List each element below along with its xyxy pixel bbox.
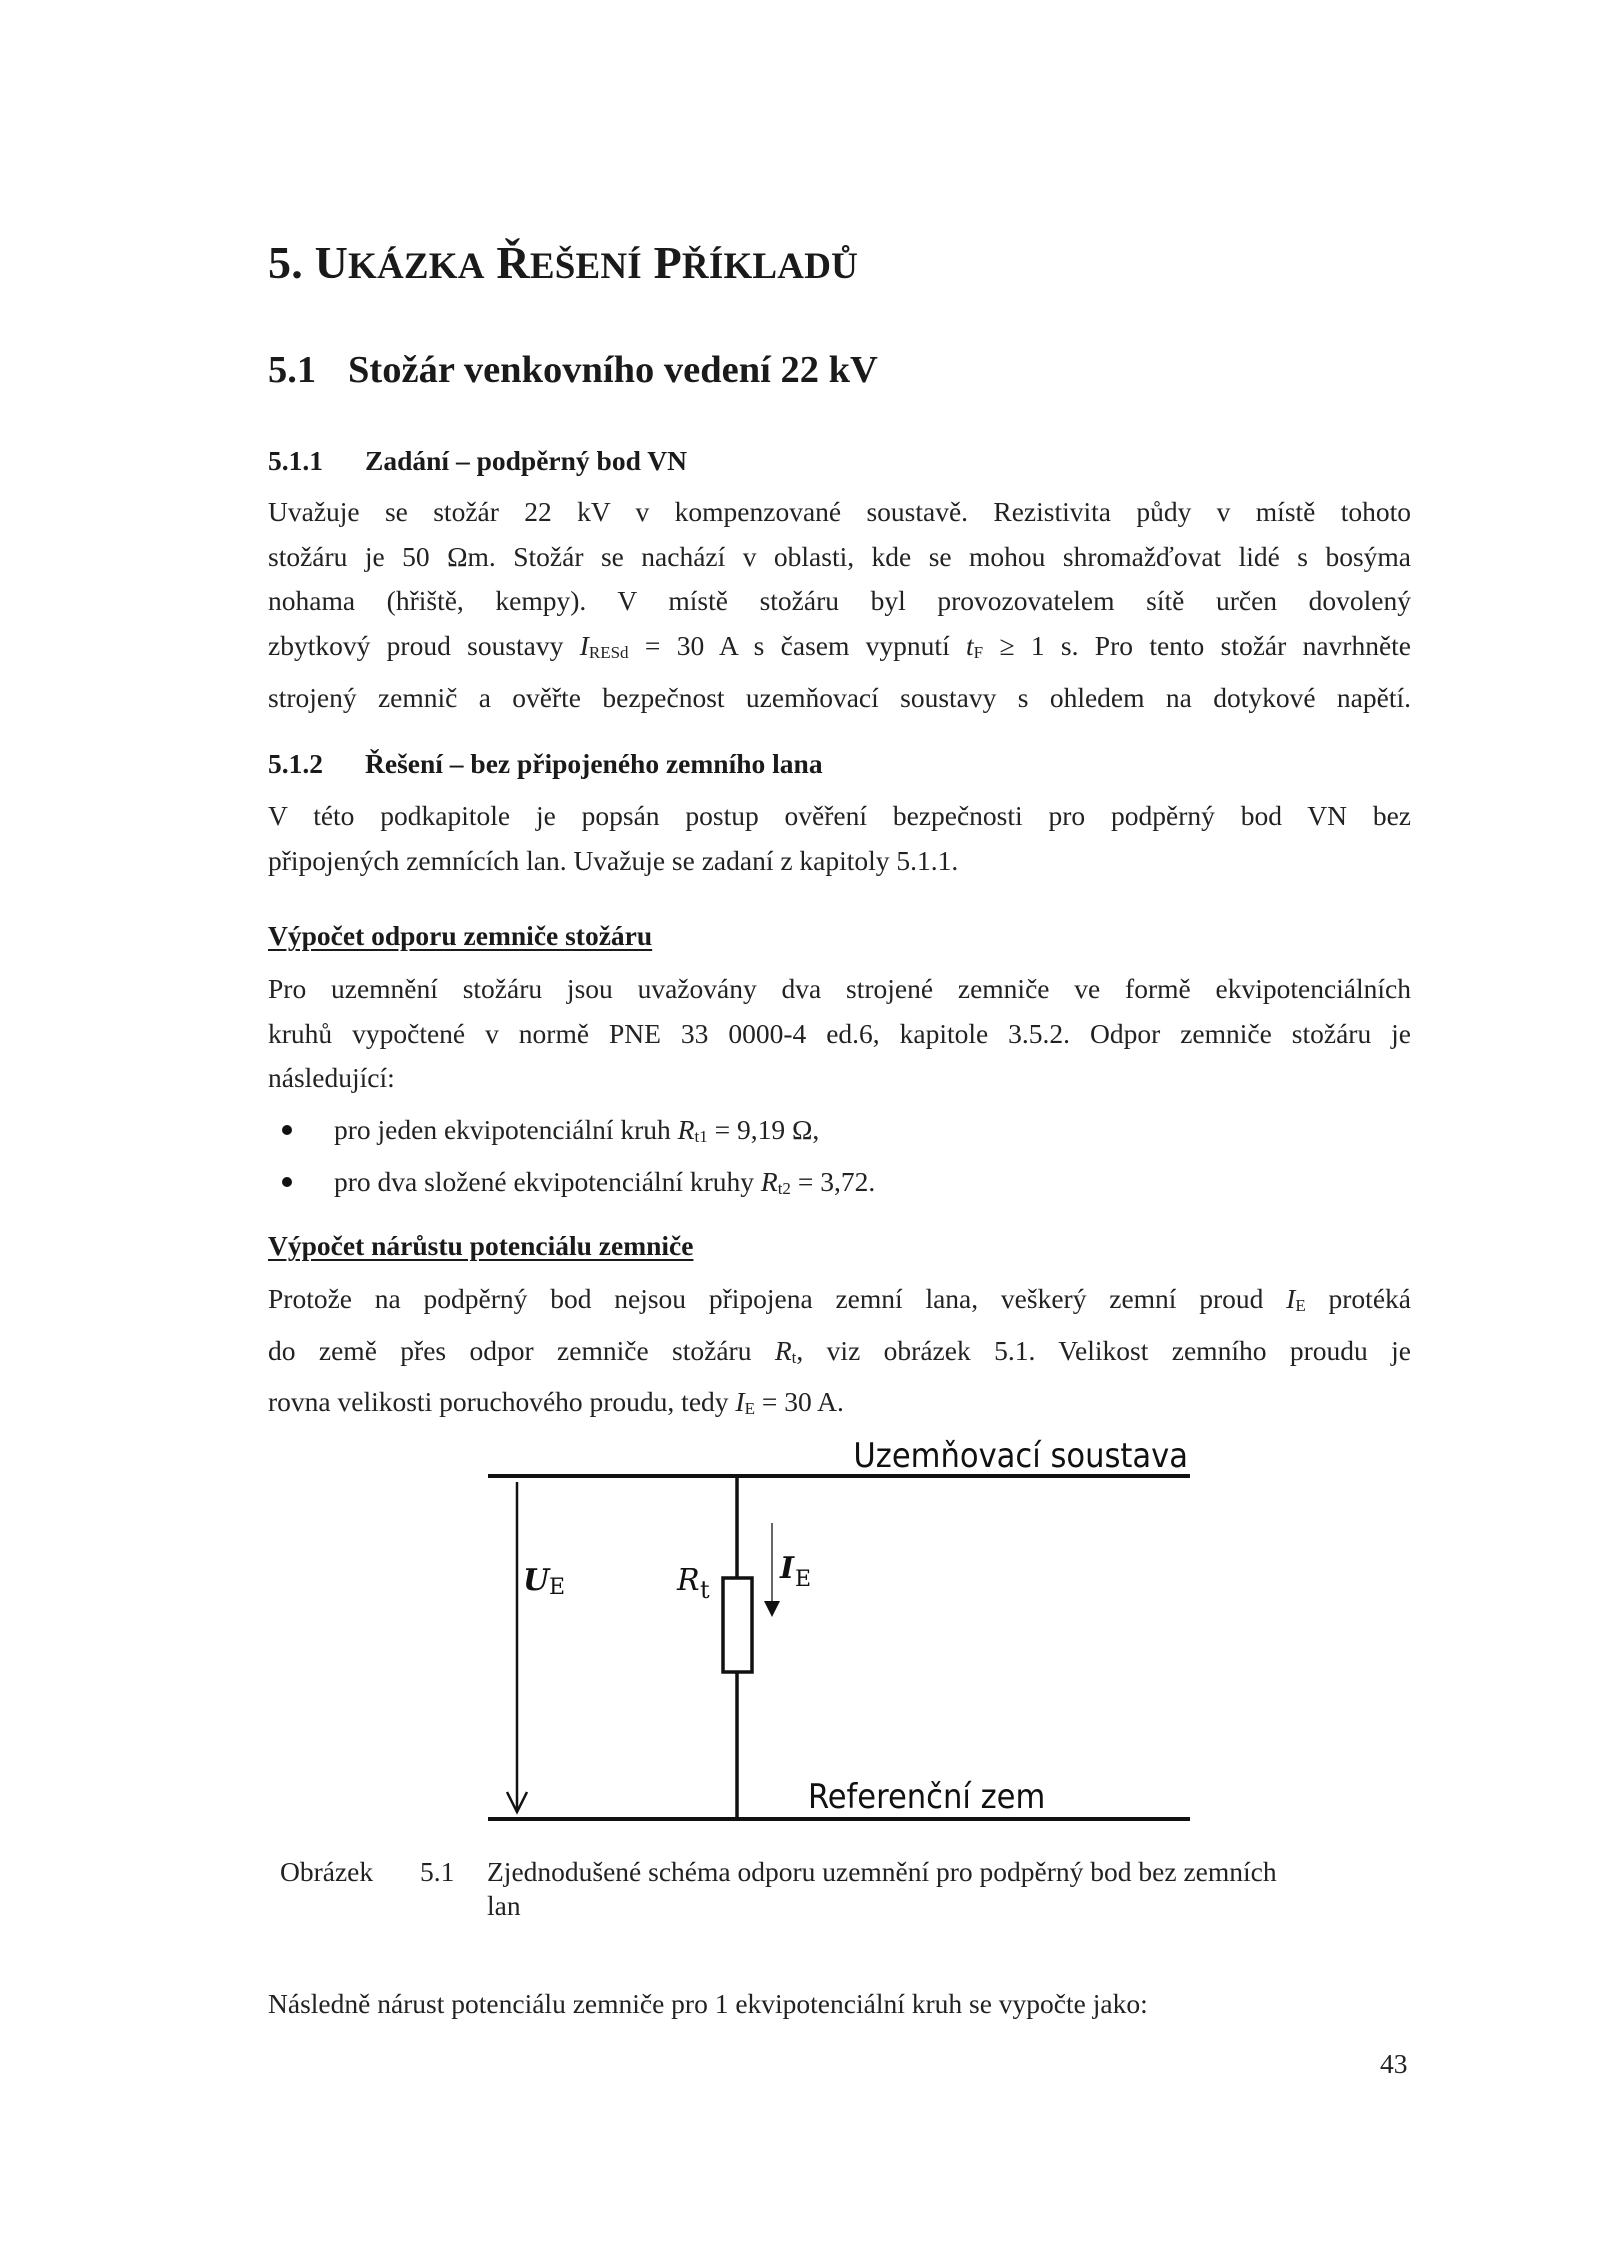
caption-text: Zjednodušené schéma odporu uzemnění pro podpěrný bod bez zemních lan xyxy=(487,1856,1277,1921)
current-subscript: E xyxy=(795,1567,812,1592)
voltage-symbol: U xyxy=(523,1563,550,1598)
resistance-calc-paragraph: Pro uzemnění stožáru jsou uvažovány dva strojené zemniče ve formě ekvipotenciálních kruhů vypočtené v normě PNE 33 0000-4 ed.6, kapitole 3.5.2. Odpor zemniče stožáru je následující: xyxy=(268,973,1411,1094)
resistor-subscript: t xyxy=(700,1576,710,1604)
reference-earth-label: Referenční zem xyxy=(808,1777,1046,1817)
voltage-arrow-icon xyxy=(507,1482,527,1812)
solution-intro-paragraph: V této podkapitole je popsán postup ověření bezpečnosti pro podpěrný bod VN bez připojených zemnících lan. Uvažuje se zadaní z kapitoly 5.1.1. xyxy=(268,800,1411,876)
subsection-heading-5-1-2: 5.1.2 Řešení – bez připojeného zemního lana xyxy=(268,748,823,779)
current-arrow-icon xyxy=(764,1523,780,1617)
caption-label: Obrázek xyxy=(280,1856,374,1887)
grounding-system-label: Uzemňovací soustava xyxy=(853,1436,1188,1476)
resistance-calc-heading: Výpočet odporu zemniče stožáru xyxy=(268,920,653,951)
subsection-heading-5-1-1: 5.1.1 Zadání – podpěrný bod VN xyxy=(268,445,687,476)
assignment-paragraph: Uvažuje se stožár 22 kV v kompenzované soustavě. Rezistivita půdy v místě tohoto stožáru je 50 Ωm. Stožár se nachází v oblasti, kde se mohou shromažďovat lidé s bosýma nohama (hřiště, kempy). V místě stožáru byl provozovatelem sítě určen dovolený zbytkový proud soustavy $I_{RESd} = 30$ A s časem vypnutí $t_F \ge 1$ s. Pro tento stožár navrhněte strojený zemnič a ověřte bezpečnost uzemňovací soustavy s ohledem na dotykové napětí. xyxy=(268,496,1412,713)
resistor-symbol: R xyxy=(677,1563,700,1598)
chapter-number: 5. xyxy=(268,237,303,288)
list-item: pro dva složené ekvipotenciální kruhy $R_{t2} = 3,72$. xyxy=(282,1159,875,1211)
potential-calc-paragraph: Protože na podpěrný bod nejsou připojena zemní lana, veškerý zemní proud $I_E$ protéká do země přes odpor zemniče stožáru $R_t$, viz obrázek 5.1. Velikost zemního proudu je rovna velikosti poruchového proudu, tedy $I_E = 30$ A. xyxy=(268,1283,1411,1419)
caption-number: 5.1 xyxy=(420,1856,455,1887)
current-symbol: I xyxy=(780,1551,795,1586)
section-number: 5.1 xyxy=(268,349,317,391)
closing-paragraph: Následně nárust potenciálu zemniče pro 1 ekvipotenciální kruh se vypočte jako: xyxy=(268,1988,1148,2019)
potential-calc-heading: Výpočet nárůstu potenciálu zemniče xyxy=(268,1230,694,1261)
section-title: Stožár venkovního vedení 22 kV xyxy=(348,349,878,391)
resistor-icon xyxy=(723,1578,752,1672)
voltage-subscript: E xyxy=(549,1575,566,1600)
page-number: 43 xyxy=(1380,2048,1408,2079)
chapter-title: 5. UKÁZKA ŘEŠENÍ PŘÍKLADŮ xyxy=(268,237,859,288)
list-item: pro jeden ekvipotenciální kruh $R_{t1} = 9,19$ Ω, xyxy=(282,1107,875,1159)
